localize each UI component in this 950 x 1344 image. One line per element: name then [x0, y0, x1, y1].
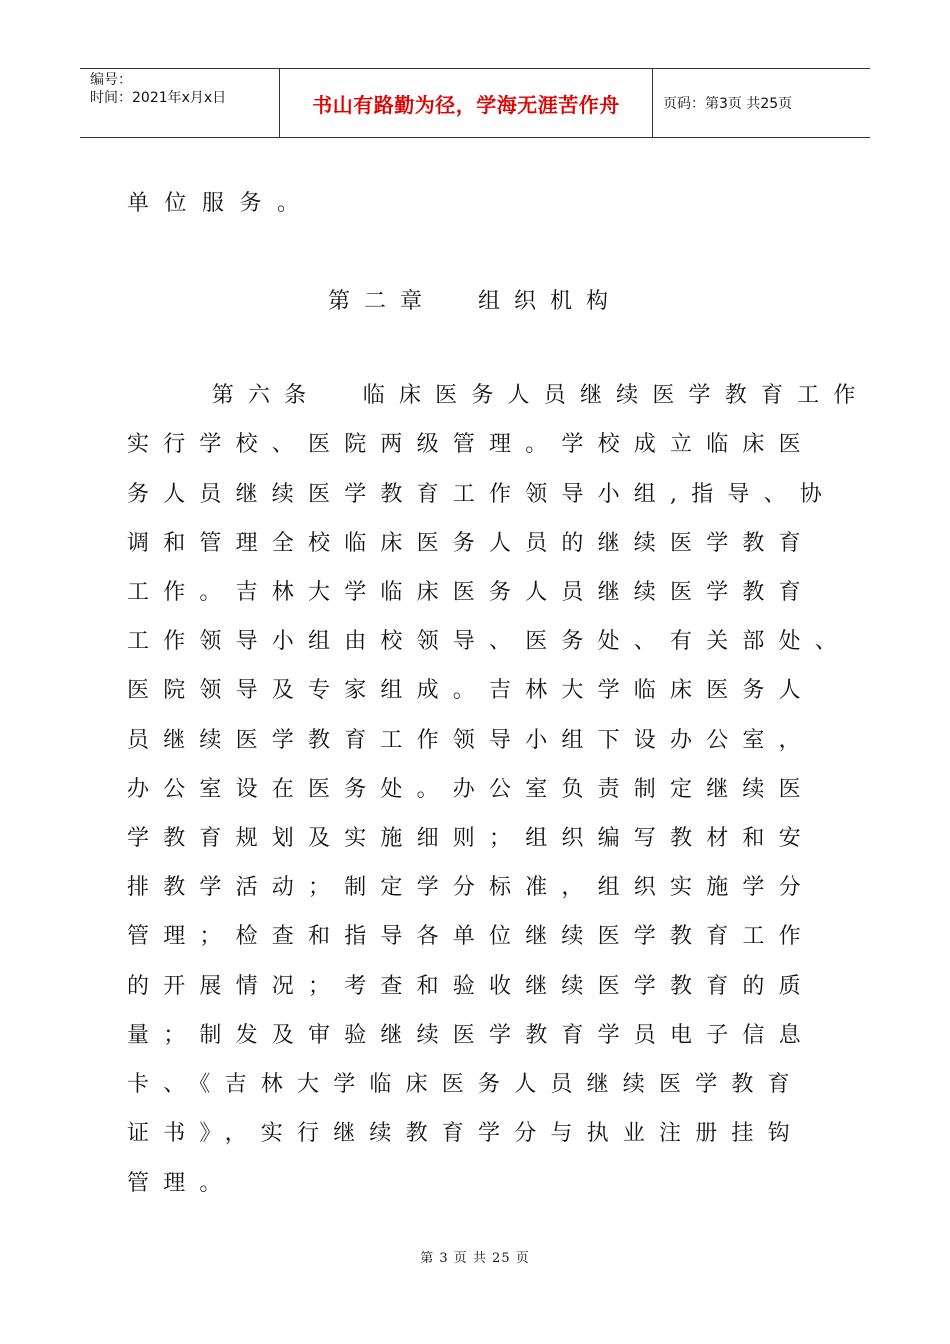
paragraph-line: 工作。吉林大学临床医务人员继续医学教育: [127, 580, 815, 605]
paragraph-line: 卡、《吉林大学临床医务人员继续医学教育: [127, 1072, 804, 1097]
paragraph-line: 实行学校、医院两级管理。学校成立临床医: [127, 432, 815, 457]
page-header: [80, 68, 870, 138]
chapter-title: 第二章 组织机构: [328, 289, 622, 314]
paragraph-line: 排教学活动；制定学分标准，组织实施学分: [127, 875, 815, 900]
paragraph-line: 第六条 临床医务人员继续医学教育工作: [127, 383, 870, 408]
page-footer: 第 3 页 共 25 页: [420, 1251, 530, 1266]
paragraph-line: 务人员继续医学教育工作领导小组,指导、协: [127, 482, 836, 507]
paragraph-line: 量；制发及审验继续医学教育学员电子信息: [127, 1023, 815, 1048]
header-time-label: 时间：2021年x月x日: [90, 90, 227, 106]
paragraph-line: 学教育规划及实施细则；组织编写教材和安: [127, 826, 815, 851]
paragraph-line: 办公室设在医务处。办公室负责制定继续医: [127, 777, 815, 802]
paragraph-line: 的开展情况；考查和验收继续医学教育的质: [127, 974, 815, 999]
continuation-line: 单位服务。: [127, 191, 315, 216]
paragraph-line: 员继续医学教育工作领导小组下设办公室，: [127, 728, 815, 753]
header-motto: 书山有路勤为径，学海无涯苦作舟: [280, 69, 653, 137]
paragraph-line: 管理。: [127, 1171, 236, 1196]
paragraph-line: 管理；检查和指导各单位继续医学教育工作: [127, 924, 815, 949]
paragraph-line: 工作领导小组由校领导、医务处、有关部处、: [127, 629, 852, 654]
header-page-code: 页码：第3页 共25页: [663, 96, 793, 112]
header-meta-cell: [80, 69, 280, 137]
paragraph-line: 证书》，实行继续教育学分与执业注册挂钩: [127, 1121, 804, 1146]
paragraph-line: 医院领导及专家组成。吉林大学临床医务人: [127, 678, 815, 703]
paragraph-line: 调和管理全校临床医务人员的继续医学教育: [127, 531, 815, 556]
header-number-label: 编号：: [90, 72, 132, 88]
